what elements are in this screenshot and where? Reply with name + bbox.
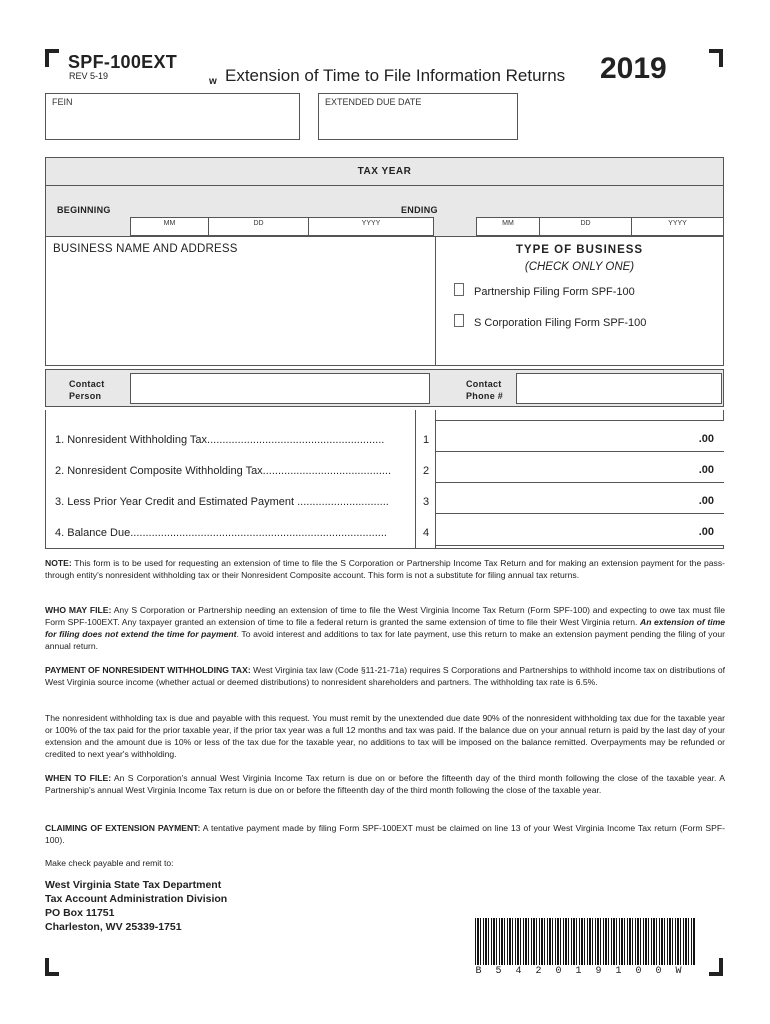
- contact-phone-line1: Contact: [466, 379, 502, 389]
- fein-label: FEIN: [52, 97, 73, 107]
- ending-day-field[interactable]: [539, 217, 632, 236]
- line-2-number: 2: [423, 465, 430, 477]
- contact-phone-line2: Phone #: [466, 391, 504, 401]
- barcode: [475, 918, 696, 965]
- beginning-month-field[interactable]: [130, 217, 209, 236]
- remit-line-2: Tax Account Administration Division: [45, 893, 228, 905]
- who-may-file-body-2: . To avoid interest and additions to tax for late payment, use this return to make an extension payment pending the filing of your annual return.: [45, 629, 725, 652]
- type-of-business-heading: TYPE OF BUSINESS: [515, 244, 644, 256]
- form-id: SPF-100EXT: [68, 52, 178, 72]
- contact-person-line2: Person: [69, 391, 102, 401]
- partnership-option-label: Partnership Filing Form SPF-100: [474, 286, 635, 298]
- contact-person-line1: Contact: [69, 379, 105, 389]
- form-title: Extension of Time to File Information Returns: [225, 66, 566, 85]
- tax-year-heading: 2019: [600, 52, 667, 85]
- check-only-one-note: (CHECK ONLY ONE): [524, 261, 635, 273]
- line-2-label: 2. Nonresident Composite Withholding Tax..........................................: [55, 465, 392, 477]
- extended-due-date-field[interactable]: [318, 93, 518, 140]
- note-body: This form is to be used for requesting an extension of time to file the S Corporation or Partnership Income Tax Return and for making an extension payment for the pass-through entity's nonresident withholding tax or their Nonresident Composite account. This form is not a substitute for filing annual tax returns.: [45, 558, 725, 581]
- line-3-number: 3: [423, 496, 430, 508]
- ending-dd-label: DD: [580, 220, 591, 227]
- line-4-label: 4. Balance Due....................................................................................: [55, 527, 387, 539]
- payment-heading: PAYMENT OF NONRESIDENT WITHHOLDING TAX:: [45, 665, 251, 675]
- payment-body: West Virginia tax law (Code §11-21-71a) requires S Corporations and Partnerships to withhold income tax on distributions of West Virginia source income (whether actual or deemed distributions) to nonresident shareholders and partners. The withholding tax rate is 6.5%.: [45, 665, 725, 688]
- w-mark: w: [209, 76, 217, 87]
- line-4-cents: .00: [698, 526, 714, 538]
- ending-month-field[interactable]: [476, 217, 540, 236]
- partnership-checkbox[interactable]: [454, 283, 464, 296]
- line-1-cents: .00: [698, 433, 714, 445]
- note-paragraph: [45, 557, 725, 581]
- who-may-file-body-1: Any S Corporation or Partnership needing an extension of time to file the West Virginia Income Tax Return (Form SPF-100) and expecting to owe tax must file Form SPF-100EXT. Any taxpayer granted an extension of time to file a federal return is granted the same extension of time to file their West Virginia return.: [45, 605, 725, 628]
- beginning-yyyy-label: YYYY: [361, 220, 381, 227]
- line-1-number: 1: [423, 434, 430, 446]
- tax-year-header: TAX YEAR: [46, 158, 723, 186]
- remit-line-1: West Virginia State Tax Department: [45, 879, 222, 891]
- when-to-file-body: An S Corporation's annual West Virginia Income Tax return is due on or before the fifteenth day of the third month following the close of the taxable year. A Partnership's annual West Virginia Income Tax return is due on or before the fifteenth day of the third month following the close of the taxable year.: [45, 773, 725, 796]
- divider: [415, 410, 416, 549]
- line-1-label: 1. Nonresident Withholding Tax..........................................................: [55, 434, 385, 446]
- tax-year-section: [45, 157, 724, 366]
- payable-note: Make check payable and remit to:: [45, 858, 174, 868]
- remit-line-4: Charleston, WV 25339-1751: [45, 921, 182, 933]
- beginning-label: BEGINNING: [57, 205, 111, 215]
- when-to-file-heading: WHEN TO FILE:: [45, 773, 112, 783]
- remit-line-3: PO Box 11751: [45, 907, 115, 919]
- ending-label: ENDING: [401, 205, 438, 215]
- revision-label: REV 5-19: [69, 71, 109, 81]
- when-to-file-paragraph: [45, 772, 725, 796]
- claiming-body: A tentative payment made by filing Form SPF-100EXT must be claimed on line 13 of your West Virginia Income Tax return (Form SPF-100).: [45, 823, 725, 846]
- remit-address: [45, 878, 227, 934]
- contact-row: [45, 369, 724, 407]
- beginning-year-field[interactable]: [308, 217, 434, 236]
- amount-lines-section: [45, 410, 724, 549]
- claiming-heading: CLAIMING OF EXTENSION PAYMENT:: [45, 823, 201, 833]
- payment-paragraph: [45, 664, 725, 688]
- note-heading: NOTE:: [45, 558, 72, 568]
- contact-person-label: [69, 378, 105, 402]
- ending-mm-label: MM: [502, 220, 514, 227]
- line-4-amount-field[interactable]: [435, 513, 724, 546]
- barcode-text: B542019100W: [475, 966, 696, 977]
- line-3-amount-field[interactable]: [435, 482, 724, 515]
- business-name-address-field[interactable]: [46, 237, 435, 365]
- corner-mark-bottom-right: [709, 958, 723, 976]
- corner-mark-top-left: [45, 49, 59, 67]
- s-corporation-option-label: S Corporation Filing Form SPF-100: [474, 317, 647, 329]
- who-may-file-emphasis: An extension of time for filing does not extend the time for payment: [45, 617, 726, 640]
- due-paragraph: [45, 712, 725, 760]
- claiming-paragraph: [45, 822, 725, 846]
- beginning-mm-label: MM: [163, 220, 176, 227]
- business-name-address-label: BUSINESS NAME AND ADDRESS: [53, 243, 238, 255]
- beginning-day-field[interactable]: [208, 217, 309, 236]
- extended-due-date-label: EXTENDED DUE DATE: [325, 97, 422, 107]
- line-1-amount-field[interactable]: [435, 420, 724, 453]
- ending-yyyy-label: YYYY: [668, 220, 687, 227]
- who-may-file-paragraph: [45, 604, 725, 652]
- line-3-cents: .00: [698, 495, 714, 507]
- corner-mark-bottom-left: [45, 958, 59, 976]
- who-may-file-heading: WHO MAY FILE:: [45, 605, 112, 615]
- contact-phone-field[interactable]: [516, 373, 722, 404]
- fein-field[interactable]: [45, 93, 300, 140]
- corner-mark-top-right: [709, 49, 723, 67]
- line-4-number: 4: [423, 527, 430, 539]
- due-body: The nonresident withholding tax is due and payable with this request. You must remit by the unextended due date 90% of the nonresident withholding tax due for the taxable year or 100% of the tax paid for the prior taxable year, if the prior tax year was a full 12 months and tax was paid. If the balance due on your annual return is paid by the last day of your extension and the amount due is 10% or less of the tax due for the taxable year, no additions to tax will be imposed on the balance remitted. Overpayments may be refunded or credited to next year's withholding.: [45, 713, 725, 760]
- line-2-cents: .00: [698, 464, 714, 476]
- line-2-amount-field[interactable]: [435, 451, 724, 484]
- s-corporation-checkbox[interactable]: [454, 314, 464, 327]
- ending-year-field[interactable]: [631, 217, 724, 236]
- contact-person-field[interactable]: [130, 373, 430, 404]
- beginning-dd-label: DD: [253, 220, 264, 227]
- line-3-label: 3. Less Prior Year Credit and Estimated Payment ..............................: [55, 496, 389, 508]
- contact-phone-label: [466, 378, 503, 402]
